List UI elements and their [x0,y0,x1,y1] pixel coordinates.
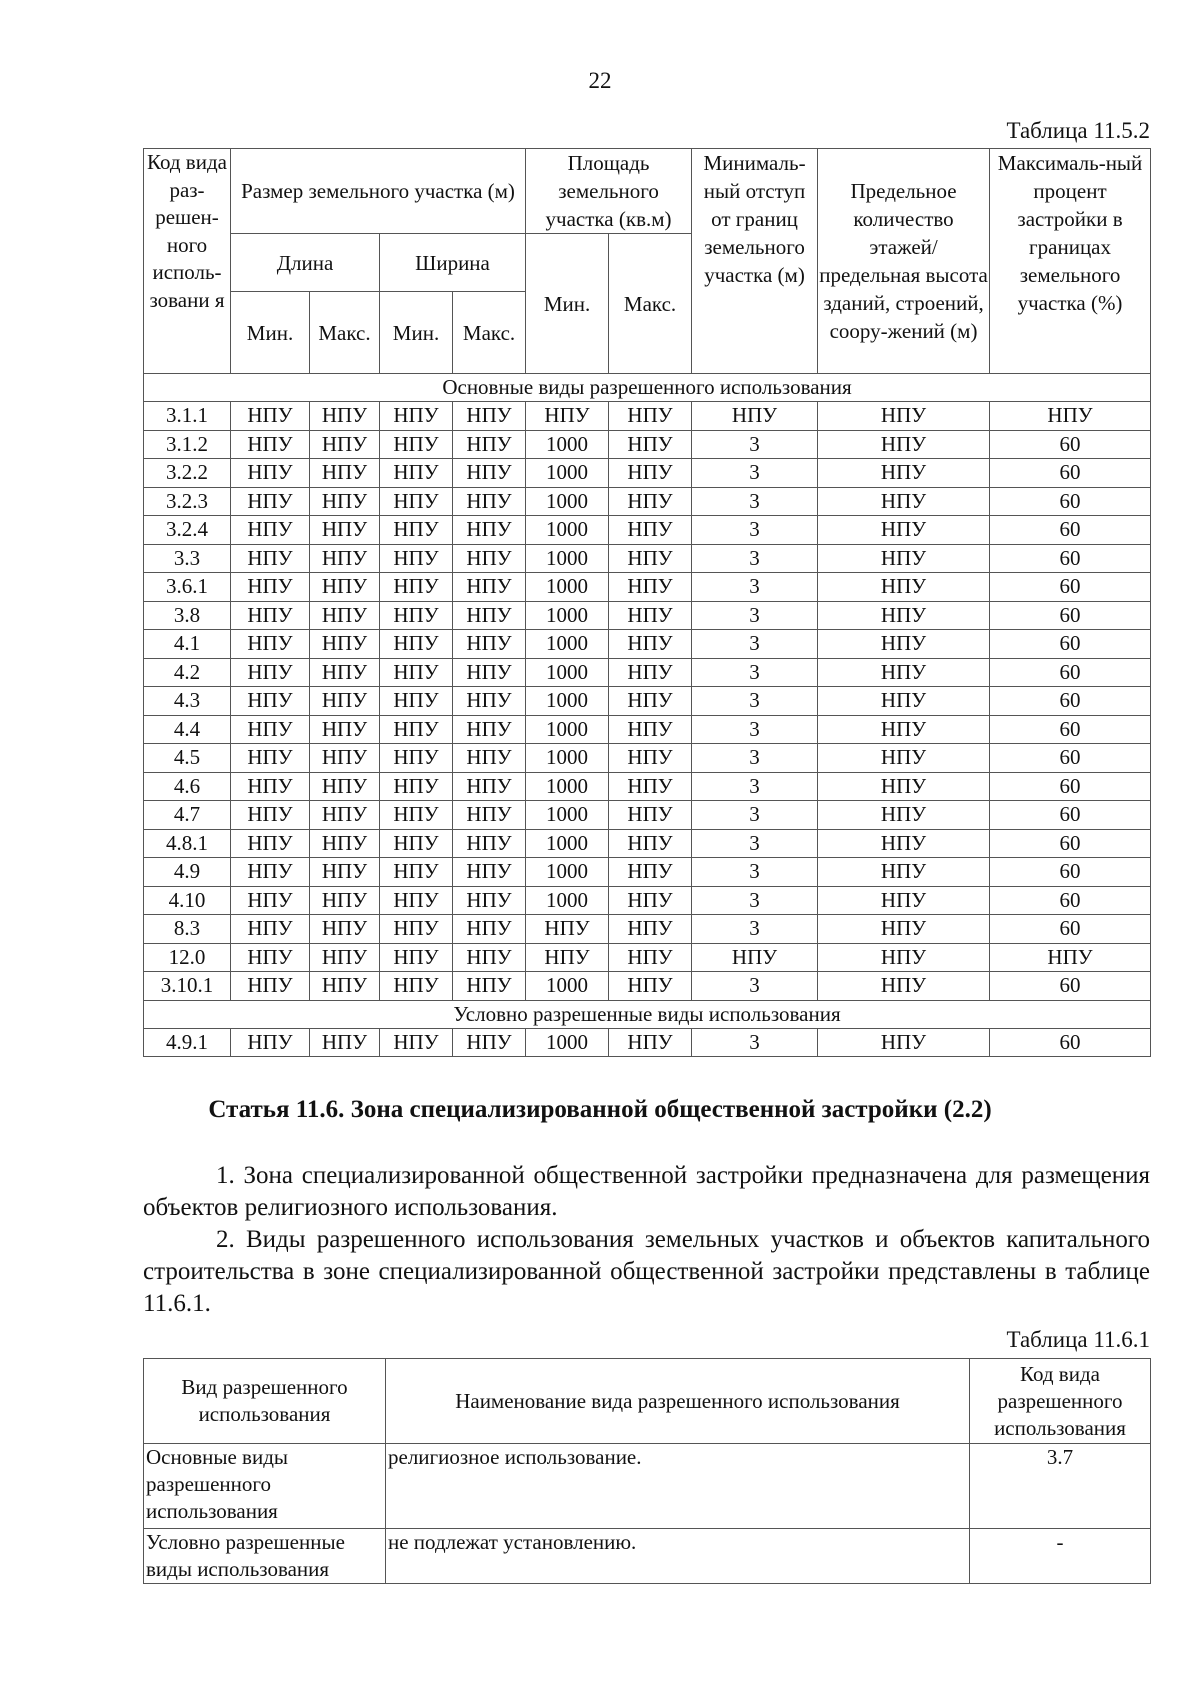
paragraph-1: 1. Зона специализированной общественной застройки предназначена для размещения объектов религиозного использования. [143,1162,1150,1221]
table-cell: НПУ [310,459,380,488]
table-cell: НПУ [231,772,310,801]
table-cell: 3 [692,658,818,687]
table-cell: НПУ [231,801,310,830]
header-width-min: Мин. [380,292,453,374]
table-cell: 60 [990,858,1151,887]
table-cell: НПУ [818,687,990,716]
table-cell: 3 [692,516,818,545]
table-cell: НПУ [453,829,526,858]
table-cell: НПУ [380,744,453,773]
row-code: 4.8.1 [144,829,231,858]
row-code: 3.2.4 [144,516,231,545]
table-cell: 1000 [526,487,609,516]
table-cell: НПУ [609,573,692,602]
table-row [144,487,1151,516]
row-code: 3.8 [144,601,231,630]
table-cell: НПУ [818,886,990,915]
table-cell: 3 [692,573,818,602]
table-cell: 1000 [526,829,609,858]
table-cell: 3 [692,829,818,858]
table-cell: НПУ [818,402,990,431]
table-cell: 3 [692,459,818,488]
table-cell: НПУ [310,601,380,630]
table-cell: НПУ [231,516,310,545]
table-cell: 3 [692,772,818,801]
table-cell: НПУ [818,573,990,602]
table-cell: НПУ [453,516,526,545]
table-cell: НПУ [818,544,990,573]
table-cell: НПУ [609,829,692,858]
header-length: Длина [231,234,380,292]
table-cell: НПУ [231,430,310,459]
row-code: 3.3 [144,544,231,573]
table-cell: НПУ [453,715,526,744]
table-cell: НПУ [310,658,380,687]
table-cell: 60 [990,1028,1151,1057]
table-cell: НПУ [310,915,380,944]
table-cell: НПУ [609,544,692,573]
header-length-max: Макс. [310,292,380,374]
table-cell: НПУ [990,943,1151,972]
table-cell: НПУ [380,516,453,545]
table-cell: НПУ [609,630,692,659]
table-cell: НПУ [453,573,526,602]
table-cell: 3 [692,972,818,1001]
table-cell: 1000 [526,972,609,1001]
table-cell: НПУ [310,801,380,830]
table-cell: НПУ [380,972,453,1001]
table-cell: НПУ [818,516,990,545]
table-row [144,715,1151,744]
section-label: Основные виды разрешенного использования [144,374,1151,402]
table-cell: НПУ [453,886,526,915]
table-cell: НПУ [310,772,380,801]
table-cell: 3 [692,544,818,573]
row-code: 4.6 [144,772,231,801]
table-cell: 1000 [526,744,609,773]
header-width: Ширина [380,234,526,292]
table-cell: НПУ [453,858,526,887]
table-row [144,658,1151,687]
table-cell: НПУ [692,943,818,972]
table-cell: НПУ [453,943,526,972]
table-cell: НПУ [380,886,453,915]
table-cell: НПУ [310,886,380,915]
table-cell: 1000 [526,601,609,630]
table-row [144,801,1151,830]
table-cell: НПУ [380,544,453,573]
table-row [144,886,1151,915]
table-cell: НПУ [380,573,453,602]
table-cell: НПУ [231,658,310,687]
table-cell: НПУ [609,886,692,915]
table-cell: НПУ [310,487,380,516]
row-code: 4.5 [144,744,231,773]
table-cell: НПУ [231,1028,310,1057]
table-cell: НПУ [380,601,453,630]
table-cell: НПУ [609,687,692,716]
header-setback: Минималь-ный отступ от границ земельного участка (м) [692,149,818,374]
table-cell: НПУ [818,972,990,1001]
table-cell: НПУ [526,402,609,431]
table-cell: НПУ [609,715,692,744]
table-cell: НПУ [231,829,310,858]
table-cell: 1000 [526,658,609,687]
table-row [144,516,1151,545]
table-row [144,687,1151,716]
table-row [144,915,1151,944]
table-cell: НПУ [380,402,453,431]
table-cell: 3 [692,687,818,716]
table-cell: НПУ [453,658,526,687]
table-cell: 1000 [526,687,609,716]
table-cell: 3 [692,487,818,516]
header-area: Площадь земельного участка (кв.м) [526,149,692,234]
table-cell: НПУ [231,459,310,488]
table-cell: НПУ [609,402,692,431]
table-cell: НПУ [231,943,310,972]
table-cell: НПУ [310,402,380,431]
table-row [144,601,1151,630]
table-cell: 60 [990,573,1151,602]
row-code: 3.10.1 [144,972,231,1001]
table-cell: 3 [692,858,818,887]
table-cell: 60 [990,544,1151,573]
table-cell: 60 [990,772,1151,801]
table-row [144,829,1151,858]
table-row [144,544,1151,573]
table-cell: НПУ [818,829,990,858]
table-row [144,459,1151,488]
table-cell: НПУ [609,601,692,630]
table-cell: 1000 [526,630,609,659]
table-cell: 60 [990,487,1151,516]
table-cell: НПУ [380,943,453,972]
table-cell: 60 [990,687,1151,716]
table-cell: НПУ [310,829,380,858]
header-size: Размер земельного участка (м) [231,149,526,234]
row-code: 4.7 [144,801,231,830]
header-length-min: Мин. [231,292,310,374]
table-cell: НПУ [818,430,990,459]
table-cell: 3 [692,801,818,830]
table-cell: НПУ [231,402,310,431]
table-row [144,858,1151,887]
header-area-max: Макс. [609,234,692,374]
table-cell: НПУ [310,715,380,744]
table-cell: НПУ [310,573,380,602]
row-code: 3.2.3 [144,487,231,516]
table-cell: НПУ [231,858,310,887]
table-row [144,943,1151,972]
table-cell: НПУ [231,886,310,915]
table-cell: НПУ [818,601,990,630]
row-code: 4.10 [144,886,231,915]
table-cell: НПУ [380,772,453,801]
table-cell: НПУ [453,772,526,801]
table-cell: 3 [692,601,818,630]
table-cell: НПУ [310,687,380,716]
table-cell: НПУ [310,744,380,773]
table-cell: 1000 [526,1028,609,1057]
table-cell: НПУ [609,487,692,516]
row-conditional-type: Условно разрешенные виды использования [144,1529,386,1584]
table-cell: 60 [990,915,1151,944]
table-cell: НПУ [609,915,692,944]
table-cell: НПУ [609,516,692,545]
section-row [144,374,1151,402]
table-cell: НПУ [609,744,692,773]
article-title: Статья 11.6. Зона специализированной общественной застройки (2.2) [208,1096,992,1123]
row-code: 4.2 [144,658,231,687]
table-cell: НПУ [818,943,990,972]
row-code: 4.4 [144,715,231,744]
table-cell: НПУ [453,487,526,516]
table-cell: НПУ [231,744,310,773]
header-use-name: Наименование вида разрешенного использования [386,1359,970,1444]
header-floors: Предельное количество этажей/ предельная высота зданий, строений, соору-жений (м) [818,149,990,374]
table-cell: НПУ [310,516,380,545]
table-cell: НПУ [310,858,380,887]
table-cell: НПУ [818,801,990,830]
table-cell: НПУ [818,744,990,773]
header-code: Код вида раз-решен-ного исполь-зовани я [144,149,231,374]
table-cell: НПУ [692,402,818,431]
table-cell: НПУ [609,430,692,459]
row-conditional-name: не подлежат установлению. [386,1529,970,1584]
table-cell: НПУ [453,972,526,1001]
zone-parameters-table [143,148,1151,1057]
table-cell: НПУ [609,658,692,687]
table-cell: НПУ [818,658,990,687]
table-row [144,630,1151,659]
table-cell: НПУ [310,630,380,659]
table-cell: НПУ [380,430,453,459]
table-row [144,744,1151,773]
table-row [144,402,1151,431]
table-cell: НПУ [231,630,310,659]
table-cell: НПУ [380,829,453,858]
table-cell: НПУ [310,972,380,1001]
table-cell: НПУ [380,459,453,488]
table-cell: НПУ [310,544,380,573]
table-cell: НПУ [380,915,453,944]
table-cell: НПУ [453,601,526,630]
table-cell: НПУ [380,487,453,516]
table-caption: Таблица 11.5.2 [1006,118,1150,143]
table-cell: 60 [990,972,1151,1001]
table-cell: НПУ [990,402,1151,431]
table-cell: НПУ [310,430,380,459]
row-code: 4.3 [144,687,231,716]
table-cell: НПУ [380,715,453,744]
header-area-min: Мин. [526,234,609,374]
table-cell: НПУ [609,801,692,830]
table-cell: НПУ [609,972,692,1001]
table-cell: НПУ [609,943,692,972]
table-row [144,1028,1151,1057]
table-cell: НПУ [231,544,310,573]
table-cell: НПУ [453,687,526,716]
table-cell: НПУ [380,1028,453,1057]
row-code: 12.0 [144,943,231,972]
table-cell: 1000 [526,430,609,459]
table-cell: 1000 [526,573,609,602]
table-row [144,772,1151,801]
row-code: 4.9.1 [144,1028,231,1057]
table-cell: НПУ [310,1028,380,1057]
section-row [144,1000,1151,1028]
table-cell: НПУ [818,630,990,659]
table-cell: НПУ [231,715,310,744]
table-cell: 3 [692,630,818,659]
table-cell: НПУ [453,744,526,773]
table-cell: 3 [692,430,818,459]
table-cell: НПУ [231,573,310,602]
table-cell: НПУ [818,1028,990,1057]
table-cell: НПУ [380,687,453,716]
table-cell: 1000 [526,544,609,573]
table-cell: 3 [692,715,818,744]
row-conditional-code: - [970,1529,1151,1584]
table-cell: НПУ [453,402,526,431]
table-row [144,430,1151,459]
table-cell: НПУ [609,459,692,488]
row-code: 3.1.2 [144,430,231,459]
table-cell: 3 [692,886,818,915]
table-cell: НПУ [453,459,526,488]
table-caption-2: Таблица 11.6.1 [1006,1327,1150,1352]
table-cell: 1000 [526,801,609,830]
table-cell: 60 [990,658,1151,687]
table-cell: 1000 [526,715,609,744]
row-code: 3.2.2 [144,459,231,488]
row-main-code: 3.7 [970,1444,1151,1529]
table-cell: НПУ [231,601,310,630]
table-cell: НПУ [818,772,990,801]
table-cell: НПУ [526,943,609,972]
row-code: 3.6.1 [144,573,231,602]
table-cell: 3 [692,915,818,944]
table-cell: НПУ [380,858,453,887]
table-row [144,573,1151,602]
row-main-name: религиозное использование. [386,1444,970,1529]
table-cell: НПУ [818,715,990,744]
table-cell: НПУ [453,915,526,944]
table-cell: НПУ [380,801,453,830]
table-cell: 60 [990,430,1151,459]
table-cell: НПУ [818,915,990,944]
table-cell: 60 [990,744,1151,773]
row-main-type: Основные виды разрешенного использования [144,1444,386,1529]
table-cell: НПУ [380,658,453,687]
table-cell: 60 [990,801,1151,830]
table-cell: НПУ [231,915,310,944]
header-percent: Максималь-ный процент застройки в границах земельного участка (%) [990,149,1151,374]
table-cell: НПУ [453,544,526,573]
table-cell: НПУ [453,801,526,830]
table-cell: 3 [692,1028,818,1057]
table-cell: НПУ [231,687,310,716]
table-cell: НПУ [609,772,692,801]
table-cell: 60 [990,601,1151,630]
table-cell: 1000 [526,516,609,545]
table-cell: НПУ [453,630,526,659]
row-code: 8.3 [144,915,231,944]
table-cell: НПУ [380,630,453,659]
table-cell: НПУ [453,1028,526,1057]
header-use-type: Вид разрешенного использования [144,1359,386,1444]
table-cell: 60 [990,516,1151,545]
permitted-use-table [143,1358,1151,1584]
table-cell: 1000 [526,886,609,915]
table-row [144,972,1151,1001]
table-cell: 60 [990,459,1151,488]
table-body [144,374,1151,1057]
table-cell: 60 [990,715,1151,744]
table-cell: НПУ [818,459,990,488]
table-cell: НПУ [231,487,310,516]
table-cell: 3 [692,744,818,773]
section-label: Условно разрешенные виды использования [144,1000,1151,1028]
row-code: 4.9 [144,858,231,887]
table-cell: НПУ [231,972,310,1001]
table-cell: НПУ [818,858,990,887]
paragraph-2: 2. Виды разрешенного использования земельных участков и объектов капитального строительства в зоне специализированной общественной застройки представлены в таблице 11.6.1. [143,1226,1150,1317]
table-cell: НПУ [609,858,692,887]
table-cell: НПУ [609,1028,692,1057]
table-cell: 60 [990,630,1151,659]
table-cell: НПУ [310,943,380,972]
page-number: 22 [588,68,612,93]
table-cell: 60 [990,886,1151,915]
table-cell: НПУ [453,430,526,459]
table-cell: НПУ [818,487,990,516]
table-cell: 1000 [526,459,609,488]
table-cell: 1000 [526,858,609,887]
table-cell: 1000 [526,772,609,801]
table-cell: НПУ [526,915,609,944]
row-code: 3.1.1 [144,402,231,431]
row-code: 4.1 [144,630,231,659]
table-cell: 60 [990,829,1151,858]
header-width-max: Макс. [453,292,526,374]
header-use-code: Код вида разрешенного использования [970,1359,1151,1444]
